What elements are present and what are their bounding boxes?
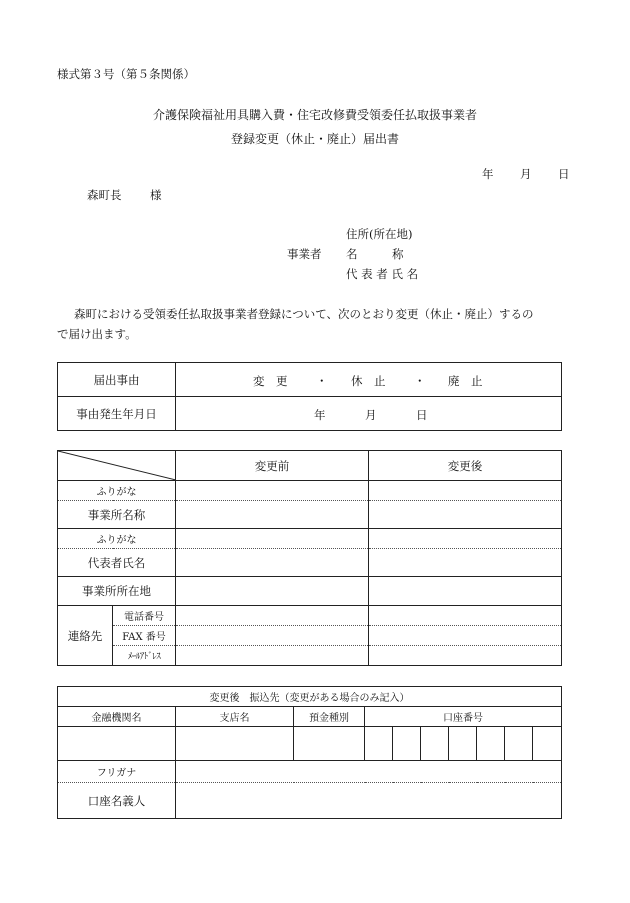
kana-label: フリガナ bbox=[58, 761, 176, 783]
office-name-before[interactable] bbox=[176, 501, 369, 529]
fax-before[interactable] bbox=[176, 626, 369, 646]
occurrence-date-label: 事由発生年月日 bbox=[58, 397, 176, 431]
account-digit-3[interactable] bbox=[421, 727, 449, 761]
date-year: 年 bbox=[482, 167, 494, 181]
form-title-line2: 登録変更（休止・廃止）届出書 bbox=[230, 132, 399, 146]
email-label: ﾒｰﾙｱﾄﾞﾚｽ bbox=[113, 646, 176, 666]
body-text-line1: 森町における受領委任払取扱事業者登録について、次のとおり変更（休止・廃止）するの bbox=[74, 307, 534, 321]
account-digit-7[interactable] bbox=[533, 727, 562, 761]
email-before[interactable] bbox=[176, 646, 369, 666]
diagonal-header-cell bbox=[58, 451, 176, 481]
fax-after[interactable] bbox=[369, 626, 562, 646]
account-digit-2[interactable] bbox=[393, 727, 421, 761]
rep-name-before[interactable] bbox=[176, 549, 369, 577]
option-abolish[interactable]: 廃 止 bbox=[448, 374, 483, 388]
notification-reason-table bbox=[57, 362, 562, 431]
bank-name-input[interactable] bbox=[58, 727, 176, 761]
change-details-table bbox=[57, 450, 562, 666]
office-address-before[interactable] bbox=[176, 577, 369, 606]
bank-name-label: 金融機関名 bbox=[58, 707, 176, 727]
branch-name-label: 支店名 bbox=[176, 707, 294, 727]
account-type-label: 預金種別 bbox=[294, 707, 365, 727]
furigana-before-1[interactable] bbox=[176, 481, 369, 501]
applicant-name-label: 名 称 bbox=[346, 247, 404, 261]
option-suspend[interactable]: 休 止 bbox=[351, 374, 386, 388]
contact-label: 連絡先 bbox=[58, 606, 113, 666]
office-name-after[interactable] bbox=[369, 501, 562, 529]
furigana-label-1: ふりがな bbox=[58, 481, 176, 501]
account-digit-5[interactable] bbox=[477, 727, 505, 761]
rep-name-label: 代表者氏名 bbox=[58, 549, 176, 577]
addressee-honorific: 様 bbox=[150, 188, 162, 202]
diagonal-line bbox=[58, 451, 176, 480]
applicant-group-label: 事業者 bbox=[287, 247, 322, 261]
fax-label: FAX 番号 bbox=[113, 626, 176, 646]
occurrence-year: 年 bbox=[314, 408, 326, 422]
applicant-address-label: 住所(所在地) bbox=[346, 227, 413, 241]
account-holder-input[interactable] bbox=[176, 783, 562, 819]
email-after[interactable] bbox=[369, 646, 562, 666]
reason-label: 届出事由 bbox=[58, 363, 176, 397]
date-day: 日 bbox=[558, 167, 570, 181]
account-digit-4[interactable] bbox=[449, 727, 477, 761]
branch-name-input[interactable] bbox=[176, 727, 294, 761]
body-text-line2: で届け出ます。 bbox=[57, 327, 137, 341]
account-holder-label: 口座名義人 bbox=[58, 783, 176, 819]
date-month: 月 bbox=[520, 167, 532, 181]
office-name-label: 事業所名称 bbox=[58, 501, 176, 529]
furigana-label-2: ふりがな bbox=[58, 529, 176, 549]
phone-label: 電話番号 bbox=[113, 606, 176, 626]
occurrence-month: 月 bbox=[365, 408, 377, 422]
form-title-line1: 介護保険福祉用具購入費・住宅改修費受領委任払取扱事業者 bbox=[152, 108, 477, 122]
furigana-after-2[interactable] bbox=[369, 529, 562, 549]
column-before: 変更前 bbox=[176, 451, 369, 481]
applicant-rep-label: 代 表 者 氏 名 bbox=[346, 267, 419, 281]
account-digit-6[interactable] bbox=[505, 727, 533, 761]
option-sep2: ・ bbox=[414, 374, 426, 388]
phone-after[interactable] bbox=[369, 606, 562, 626]
form-number: 様式第３号（第５条関係） bbox=[57, 67, 195, 81]
phone-before[interactable] bbox=[176, 606, 369, 626]
kana-input[interactable] bbox=[176, 761, 562, 783]
transfer-header: 変更後 振込先（変更がある場合のみ記入） bbox=[58, 687, 562, 707]
furigana-after-1[interactable] bbox=[369, 481, 562, 501]
occurrence-date-value[interactable] bbox=[176, 397, 562, 431]
option-sep1: ・ bbox=[316, 374, 328, 388]
account-digit-1[interactable] bbox=[365, 727, 393, 761]
furigana-before-2[interactable] bbox=[176, 529, 369, 549]
account-type-input[interactable] bbox=[294, 727, 365, 761]
option-change[interactable]: 変 更 bbox=[253, 374, 288, 388]
office-address-after[interactable] bbox=[369, 577, 562, 606]
occurrence-day: 日 bbox=[416, 408, 428, 422]
column-after: 変更後 bbox=[369, 451, 562, 481]
account-number-label: 口座番号 bbox=[365, 707, 562, 727]
bank-transfer-table bbox=[57, 686, 562, 819]
office-address-label: 事業所所在地 bbox=[58, 577, 176, 606]
rep-name-after[interactable] bbox=[369, 549, 562, 577]
reason-options bbox=[176, 363, 562, 397]
addressee-name: 森町長 bbox=[87, 188, 122, 202]
